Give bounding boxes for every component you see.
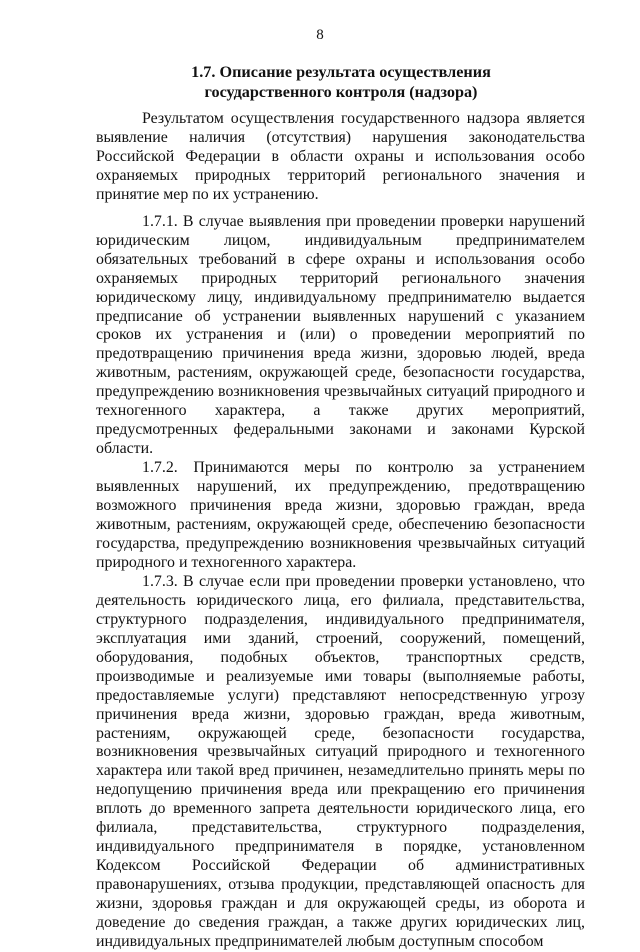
page-number: 8	[316, 27, 324, 43]
paragraph-1-7-2: 1.7.2. Принимаются меры по контролю за устранением выявленных нарушений, их предупреждению, предотвращению возможного причинения вреда жизни, здоровью граждан, вреда животным, растениям, окружающей среде, обеспечению безопасности государства, предупреждению возникновения чрезвычайных ситуаций природного и техногенного характера.	[96, 459, 585, 571]
section-body	[96, 110, 585, 952]
paragraph-1-7-3: 1.7.3. В случае если при проведении проверки установлено, что деятельность юридического лица, его филиала, представительства, структурного подразделения, индивидуального предпринимателя, эксплуатация ими зданий, строений, сооружений, помещений, оборудования, подобных объектов, транспортных средств, производимые и реализуемые ими товары (выполняемые работы, предоставляемые услуги) представляют непосредственную угрозу причинения вреда жизни, здоровью граждан, вреда животным, растениям, окружающей среде, безопасности государства, возникновения чрезвычайных ситуаций природного и техногенного характера или такой вред причинен, незамедлительно принять меры по недопущению причинения вреда или прекращению его причинения вплоть до временного запрета деятельности юридического лица, его филиала, представительства, структурного подразделения, индивидуального предпринимателя в порядке, установленном Кодексом Российской Федерации об административных правонарушениях, отзыва продукции, представляющей опасность для жизни, здоровья граждан и для окружающей среды, из оборота и доведение до сведения граждан, а также других юридических лиц, индивидуальных предпринимателей любым доступным способом	[96, 572, 585, 950]
section-heading	[100, 62, 582, 102]
section-heading-line-2: государственного контроля (надзора)	[204, 83, 478, 101]
section-heading-line-1: 1.7. Описание результата осуществления	[191, 63, 491, 81]
paragraph-intro: Результатом осуществления государственного надзора является выявление наличия (отсутствия) нарушения законодательства Российской Федерации в области охраны и использования особо охраняемых природных территорий регионального значения и принятие мер по их устранению.	[96, 110, 585, 203]
paragraph-1-7-1: 1.7.1. В случае выявления при проведении проверки нарушений юридическим лицом, индивидуальным предпринимателем обязательных требований в сфере охраны и использования особо охраняемых природных территорий регионального значения юридическому лицу, индивидуальному предпринимателю выдается предписание об устранении выявленных нарушений с указанием сроков их устранения и (или) о проведении мероприятий по предотвращению причинения вреда жизни, здоровью людей, вреда животным, растениям, окружающей среде, безопасности государства, предупреждению возникновения чрезвычайных ситуаций природного и техногенного характера, а также других мероприятий, предусмотренных федеральными законами и законами Курской области.	[96, 212, 585, 458]
